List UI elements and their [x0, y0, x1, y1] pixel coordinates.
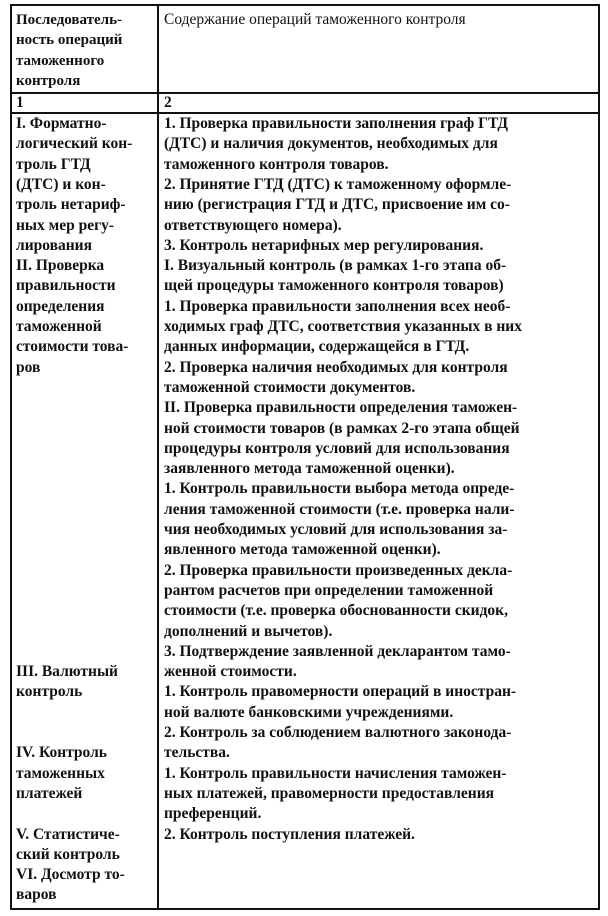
operation-line: рантом расчетов при определении таможенной	[164, 581, 494, 599]
operation-line: явленного метода таможенной оценки).	[164, 541, 441, 559]
operation-line: 1. Контроль правильности выбора метода опреде-	[164, 480, 515, 498]
stage-title-line: троль ГТД	[16, 155, 91, 173]
stage-title-line: ский контроль	[16, 845, 120, 863]
operation-line: 2. Контроль поступления платежей.	[164, 825, 415, 843]
operation-line: преференций.	[164, 805, 262, 823]
stage-title-line: логический кон-	[16, 135, 133, 153]
stage-title-line: таможенной	[16, 318, 102, 335]
header-divider	[12, 92, 598, 94]
operation-line: чия необходимых условий для использования за-	[164, 521, 508, 538]
stage-title-line: контроль	[16, 683, 83, 701]
stage-title-line: ров	[16, 358, 41, 376]
header-col1-line: таможенного	[16, 52, 105, 69]
stage-title-line: V. Статистиче-	[16, 825, 120, 843]
operation-line: процедуры контроля условий для использования	[164, 439, 510, 457]
header-col1-line: ность операций	[16, 32, 123, 49]
operation-line: II. Проверка правильности определения таможен-	[164, 399, 518, 417]
operation-line: 3. Подтверждение заявленной декларантом тамо-	[164, 642, 511, 660]
stage-title-line: платежей	[16, 784, 83, 802]
stage-title-line: II. Проверка	[16, 257, 105, 275]
operation-line: таможенного контроля товаров.	[164, 155, 389, 173]
header-col1-line: контроля	[16, 72, 81, 89]
customs-control-table	[10, 4, 600, 910]
header-col2: Содержание операций таможенного контроля	[164, 11, 466, 28]
operation-line: 2. Проверка правильности произведенных декла-	[164, 561, 513, 579]
operation-line: (ДТС) и наличия документов, необходимых для	[164, 135, 498, 153]
operation-line: дополнений и вычетов).	[164, 622, 333, 640]
operation-line: стоимости (т.е. проверка обоснованности скидок,	[164, 602, 508, 620]
stage-title-line: правильности	[16, 277, 116, 295]
stage-title-line: III. Валютный	[16, 663, 118, 681]
column-divider	[157, 6, 159, 908]
header-col1-line: Последователь-	[16, 12, 122, 28]
header-col1	[16, 10, 122, 91]
stage-title-line: ных мер регу-	[16, 216, 115, 234]
operation-line: нию (регистрация ГТД и ДТС, присвоение им со-	[164, 196, 510, 214]
operation-line: тельства.	[164, 744, 230, 762]
operation-line: 2. Контроль за соблюдением валютного законода-	[164, 724, 512, 741]
operation-line: ных платежей, правомерности предоставления	[164, 784, 495, 802]
stage-title-line: I. Форматно-	[16, 115, 107, 132]
column-number-2: 2	[164, 94, 172, 111]
operation-line: 2. Принятие ГТД (ДТС) к таможенному оформле-	[164, 175, 512, 193]
operation-line: ной стоимости товаров (в рамках 2-го этапа общей	[164, 419, 520, 437]
stage-title-line: (ДТС) и кон-	[16, 175, 106, 193]
stage-title-line: стоимости това-	[16, 338, 129, 356]
operation-line: щей процедуры таможенного контроля товаров)	[164, 277, 504, 295]
operation-line: ответствующего номера).	[164, 216, 342, 234]
operation-line: 2. Проверка наличия необходимых для контроля	[164, 358, 508, 376]
operation-line: 3. Контроль нетарифных мер регулирования.	[164, 236, 484, 254]
operation-line: 1. Проверка правильности заполнения граф ГТД	[164, 115, 508, 132]
stage-title-line: IV. Контроль	[16, 744, 107, 762]
stage-title-line: троль нетариф-	[16, 196, 126, 214]
operation-line: I. Визуальный контроль (в рамках 1-го этапа об-	[164, 257, 507, 275]
stage-title-line: VI. Досмотр то-	[16, 866, 125, 884]
operation-line: таможенной стоимости документов.	[164, 378, 416, 396]
stage-title-line: лирования	[16, 236, 92, 254]
operation-line: ходимых граф ДТС, соответствия указанных в них	[164, 318, 522, 335]
stage-title-line: таможенных	[16, 764, 105, 782]
operation-line: 1. Проверка правильности заполнения всех необ-	[164, 297, 511, 315]
operation-line: ления таможенной стоимости (т.е. проверка нали-	[164, 500, 515, 518]
operation-line: 1. Контроль правомерности операций в иностран-	[164, 683, 517, 701]
stage-title-line: варов	[16, 886, 57, 904]
column-number-1: 1	[16, 94, 24, 111]
stage-title-line: определения	[16, 297, 105, 315]
operation-line: женной стоимости.	[164, 663, 297, 681]
operation-line: 1. Контроль правильности начисления таможен-	[164, 764, 507, 782]
operation-line: ной валюте банковскими учреждениями.	[164, 703, 454, 721]
operation-line: данных информации, содержащейся в ГТД.	[164, 338, 470, 356]
operation-line: заявленного метода таможенной оценки).	[164, 460, 455, 478]
